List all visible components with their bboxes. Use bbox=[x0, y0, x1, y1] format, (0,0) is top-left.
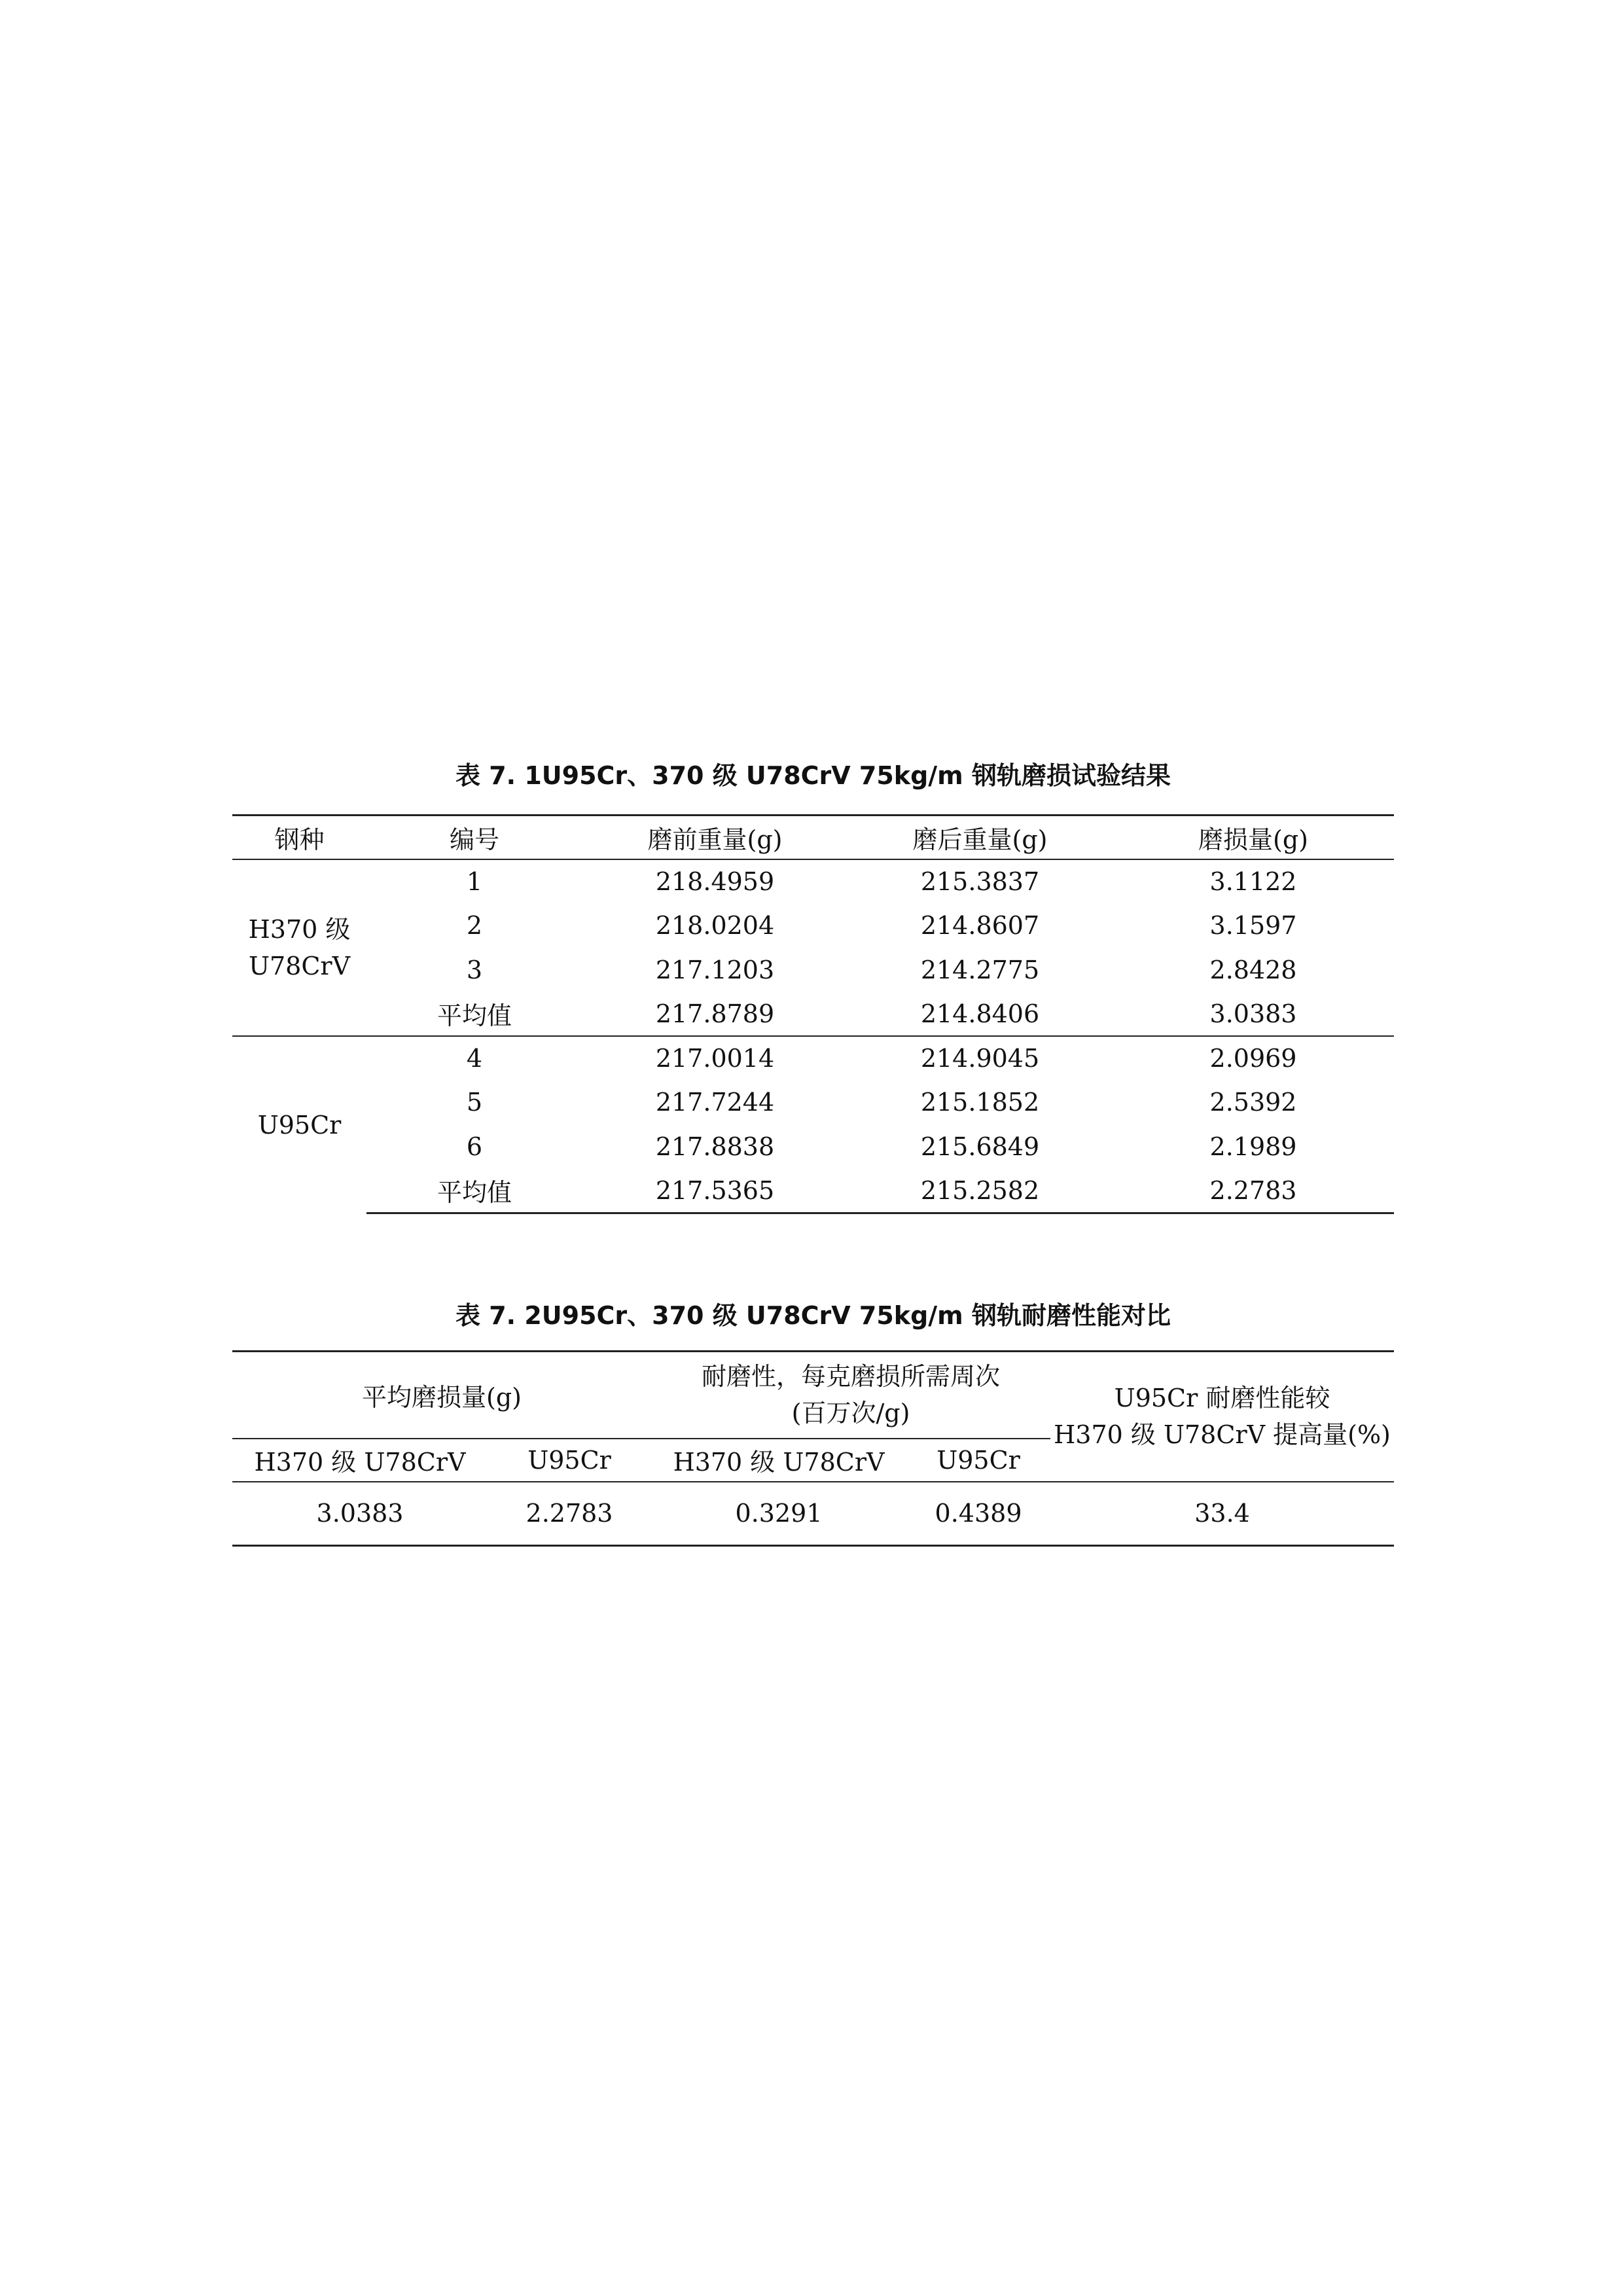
table-row bbox=[232, 1124, 1394, 1169]
cell-before: 217.7244 bbox=[655, 1088, 775, 1117]
cell-id: 3 bbox=[466, 955, 483, 984]
subheader-wear-u95cr: U95Cr bbox=[906, 1439, 1050, 1482]
cell-id: 平均值 bbox=[366, 1169, 582, 1213]
cell-after: 215.3837 bbox=[920, 867, 1040, 897]
wear-test-results-table bbox=[232, 814, 1394, 1214]
table-header-row bbox=[232, 816, 1394, 860]
cell-id: 6 bbox=[466, 1132, 483, 1161]
header-steel: 钢种 bbox=[232, 816, 366, 860]
cell-wear-h370: 0.3291 bbox=[651, 1482, 906, 1546]
table-header-row bbox=[232, 1352, 1394, 1439]
cell-after: 214.8607 bbox=[920, 911, 1040, 941]
header-number: 编号 bbox=[366, 816, 582, 860]
table-row bbox=[232, 948, 1394, 992]
cell-avg-loss-h370: 3.0383 bbox=[232, 1482, 488, 1546]
table-row bbox=[232, 1081, 1394, 1125]
cell-id: 5 bbox=[466, 1088, 483, 1117]
cell-after: 214.2775 bbox=[920, 955, 1040, 984]
header-loss: 磨损量(g) bbox=[1113, 816, 1394, 860]
steel-h370-u78crv bbox=[232, 859, 366, 1036]
table-row bbox=[232, 1036, 1394, 1081]
header-improvement-line1: U95Cr 耐磨性能较 bbox=[1114, 1384, 1330, 1413]
header-improvement-line2: H370 级 U78CrV 提高量(%) bbox=[1054, 1420, 1391, 1450]
subheader-avg-loss-h370: H370 级 U78CrV bbox=[232, 1439, 488, 1482]
subheader-wear-h370: H370 级 U78CrV bbox=[651, 1439, 906, 1482]
cell-before: 217.5365 bbox=[582, 1169, 847, 1213]
cell-after: 215.6849 bbox=[920, 1132, 1040, 1161]
wear-resistance-comparison-table bbox=[232, 1350, 1394, 1547]
cell-before: 217.8789 bbox=[655, 999, 775, 1028]
cell-before: 217.0014 bbox=[582, 1036, 847, 1081]
cell-id: 1 bbox=[466, 867, 483, 897]
header-weight-before: 磨前重量(g) bbox=[582, 816, 847, 860]
header-improvement bbox=[1050, 1352, 1394, 1482]
table1-caption: 表 7. 1U95Cr、370 级 U78CrV 75kg/m 钢轨磨损试验结果 bbox=[455, 761, 1171, 790]
cell-loss: 2.2783 bbox=[1113, 1169, 1394, 1213]
table-row bbox=[232, 1482, 1394, 1546]
table-row-average bbox=[232, 992, 1394, 1037]
cell-loss: 2.8428 bbox=[1209, 955, 1297, 984]
cell-after: 214.9045 bbox=[847, 1036, 1113, 1081]
cell-id: 平均值 bbox=[437, 1001, 512, 1031]
table-row bbox=[232, 904, 1394, 948]
header-avg-loss: 平均磨损量(g) bbox=[232, 1352, 651, 1439]
cell-after: 214.8406 bbox=[920, 999, 1040, 1028]
table-row bbox=[232, 859, 1394, 904]
cell-before: 218.0204 bbox=[655, 911, 775, 941]
cell-wear-u95cr: 0.4389 bbox=[906, 1482, 1050, 1546]
cell-before: 218.4959 bbox=[655, 867, 775, 897]
steel-h370-line1: H370 级 bbox=[248, 915, 351, 944]
cell-id: 2 bbox=[466, 911, 483, 941]
steel-h370-line2: U78CrV bbox=[248, 952, 351, 980]
cell-loss: 2.1989 bbox=[1209, 1132, 1297, 1161]
cell-loss: 3.1122 bbox=[1209, 867, 1297, 897]
cell-loss: 2.0969 bbox=[1113, 1036, 1394, 1081]
cell-improvement: 33.4 bbox=[1050, 1482, 1394, 1546]
table2-caption: 表 7. 2U95Cr、370 级 U78CrV 75kg/m 钢轨耐磨性能对比 bbox=[455, 1301, 1171, 1330]
cell-before: 217.1203 bbox=[655, 955, 775, 984]
header-weight-after: 磨后重量(g) bbox=[847, 816, 1113, 860]
cell-avg-loss-u95cr: 2.2783 bbox=[488, 1482, 651, 1546]
header-wear-line1: 耐磨性，每克磨损所需周次 bbox=[702, 1362, 1001, 1391]
steel-u95cr: U95Cr bbox=[232, 1036, 366, 1213]
header-wear-resistance bbox=[651, 1352, 1050, 1439]
cell-before: 217.8838 bbox=[655, 1132, 775, 1161]
header-wear-line2: (百万次/g) bbox=[791, 1399, 910, 1428]
cell-after: 215.2582 bbox=[847, 1169, 1113, 1213]
cell-loss: 2.5392 bbox=[1209, 1088, 1297, 1117]
cell-after: 215.1852 bbox=[920, 1088, 1040, 1117]
cell-id: 4 bbox=[366, 1036, 582, 1081]
cell-loss: 3.0383 bbox=[1209, 999, 1297, 1028]
cell-loss: 3.1597 bbox=[1209, 911, 1297, 941]
subheader-avg-loss-u95cr: U95Cr bbox=[488, 1439, 651, 1482]
table-row-average bbox=[232, 1169, 1394, 1213]
